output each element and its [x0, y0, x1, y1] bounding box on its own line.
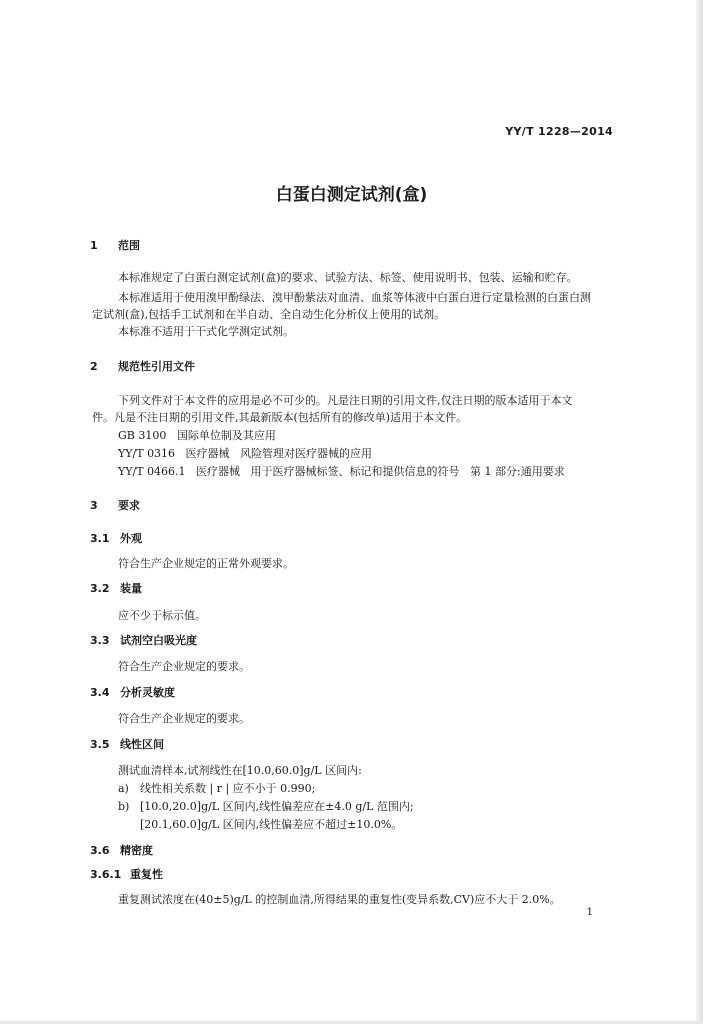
- paragraph: 测试血清样本,试剂线性在[10.0,60.0]g/L 区间内:: [118, 764, 362, 777]
- section-title: 线性区间: [120, 738, 164, 751]
- paragraph-continued: 定试剂(盒),包括手工试剂和在半自动、全自动生化分析仪上使用的试剂。: [92, 308, 446, 321]
- section-title: 分析灵敏度: [120, 686, 175, 699]
- list-item-a: [118, 780, 315, 796]
- paragraph: 符合生产企业规定的要求。: [118, 660, 250, 673]
- paragraph: 重复测试浓度在(40±5)g/L 的控制血清,所得结果的重复性(变异系数,CV)应不大于 2.0%。: [118, 893, 561, 906]
- list-item-b-continued: [20.1,60.0]g/L 区间内,线性偏差应不超过±10.0%。: [140, 818, 403, 831]
- subsection-heading-3-6: [90, 842, 153, 858]
- subsection-heading-3-4: [90, 684, 175, 700]
- section-title: 装量: [120, 582, 142, 595]
- paragraph: 本标准适用于使用溴甲酚绿法、溴甲酚紫法对血清、血浆等体液中白蛋白进行定量检测的白蛋白测: [118, 291, 591, 304]
- section-title: 要求: [118, 499, 140, 512]
- section-number: 2: [90, 360, 98, 373]
- section-title: 外观: [120, 532, 142, 545]
- reference-item: YY/T 0466.1 医疗器械 用于医疗器械标签、标记和提供信息的符号 第 1 部分:通用要求: [118, 465, 565, 478]
- paragraph: 本标准不适用于干式化学测定试剂。: [118, 325, 294, 338]
- section-number: 3.6: [90, 844, 110, 857]
- subsection-heading-3-6-1: [90, 866, 163, 882]
- section-number: 3.3: [90, 634, 110, 647]
- page-edge-shadow: [696, 0, 703, 1024]
- page-number: 1: [586, 907, 593, 918]
- reference-item: GB 3100 国际单位制及其应用: [118, 429, 276, 442]
- section-title: 试剂空白吸光度: [120, 634, 197, 647]
- paragraph: 下列文件对于本文件的应用是必不可少的。凡是注日期的引用文件,仅注日期的版本适用于本文: [118, 394, 573, 407]
- section-number: 3.2: [90, 582, 110, 595]
- reference-item: YY/T 0316 医疗器械 风险管理对医疗器械的应用: [118, 447, 373, 460]
- paragraph: 符合生产企业规定的正常外观要求。: [118, 557, 294, 570]
- document-title: 白蛋白测定试剂(盒): [275, 185, 428, 205]
- subsection-heading-3-2: [90, 580, 142, 596]
- list-item-b: [118, 798, 414, 814]
- section-heading-2: [90, 358, 195, 374]
- list-text: 线性相关系数 | r | 应不小于 0.990;: [140, 782, 316, 795]
- section-heading-1: [90, 237, 140, 253]
- list-label: a): [118, 782, 129, 795]
- section-number: 3.1: [90, 532, 110, 545]
- section-title: 精密度: [120, 844, 153, 857]
- paragraph-continued: 件。凡是不注日期的引用文件,其最新版本(包括所有的修改单)适用于本文件。: [92, 411, 468, 424]
- section-title: 范围: [118, 239, 140, 252]
- section-heading-3: [90, 497, 140, 513]
- subsection-heading-3-1: [90, 530, 142, 546]
- section-title: 规范性引用文件: [118, 360, 195, 373]
- standard-number: YY/T 1228—2014: [505, 125, 613, 138]
- section-number: 3: [90, 499, 98, 512]
- subsection-heading-3-5: [90, 736, 164, 752]
- section-number: 3.4: [90, 686, 110, 699]
- paragraph: 应不少于标示值。: [118, 609, 206, 622]
- section-title: 重复性: [130, 868, 163, 881]
- subsection-heading-3-3: [90, 632, 197, 648]
- section-number: 1: [90, 239, 98, 252]
- section-number: 3.6.1: [90, 868, 122, 881]
- paragraph: 符合生产企业规定的要求。: [118, 712, 250, 725]
- section-number: 3.5: [90, 738, 110, 751]
- list-text: [10.0,20.0]g/L 区间内,线性偏差应在±4.0 g/L 范围内;: [140, 800, 414, 813]
- paragraph: 本标准规定了白蛋白测定试剂(盒)的要求、试验方法、标签、使用说明书、包装、运输和贮存。: [118, 271, 578, 284]
- list-label: b): [118, 800, 130, 813]
